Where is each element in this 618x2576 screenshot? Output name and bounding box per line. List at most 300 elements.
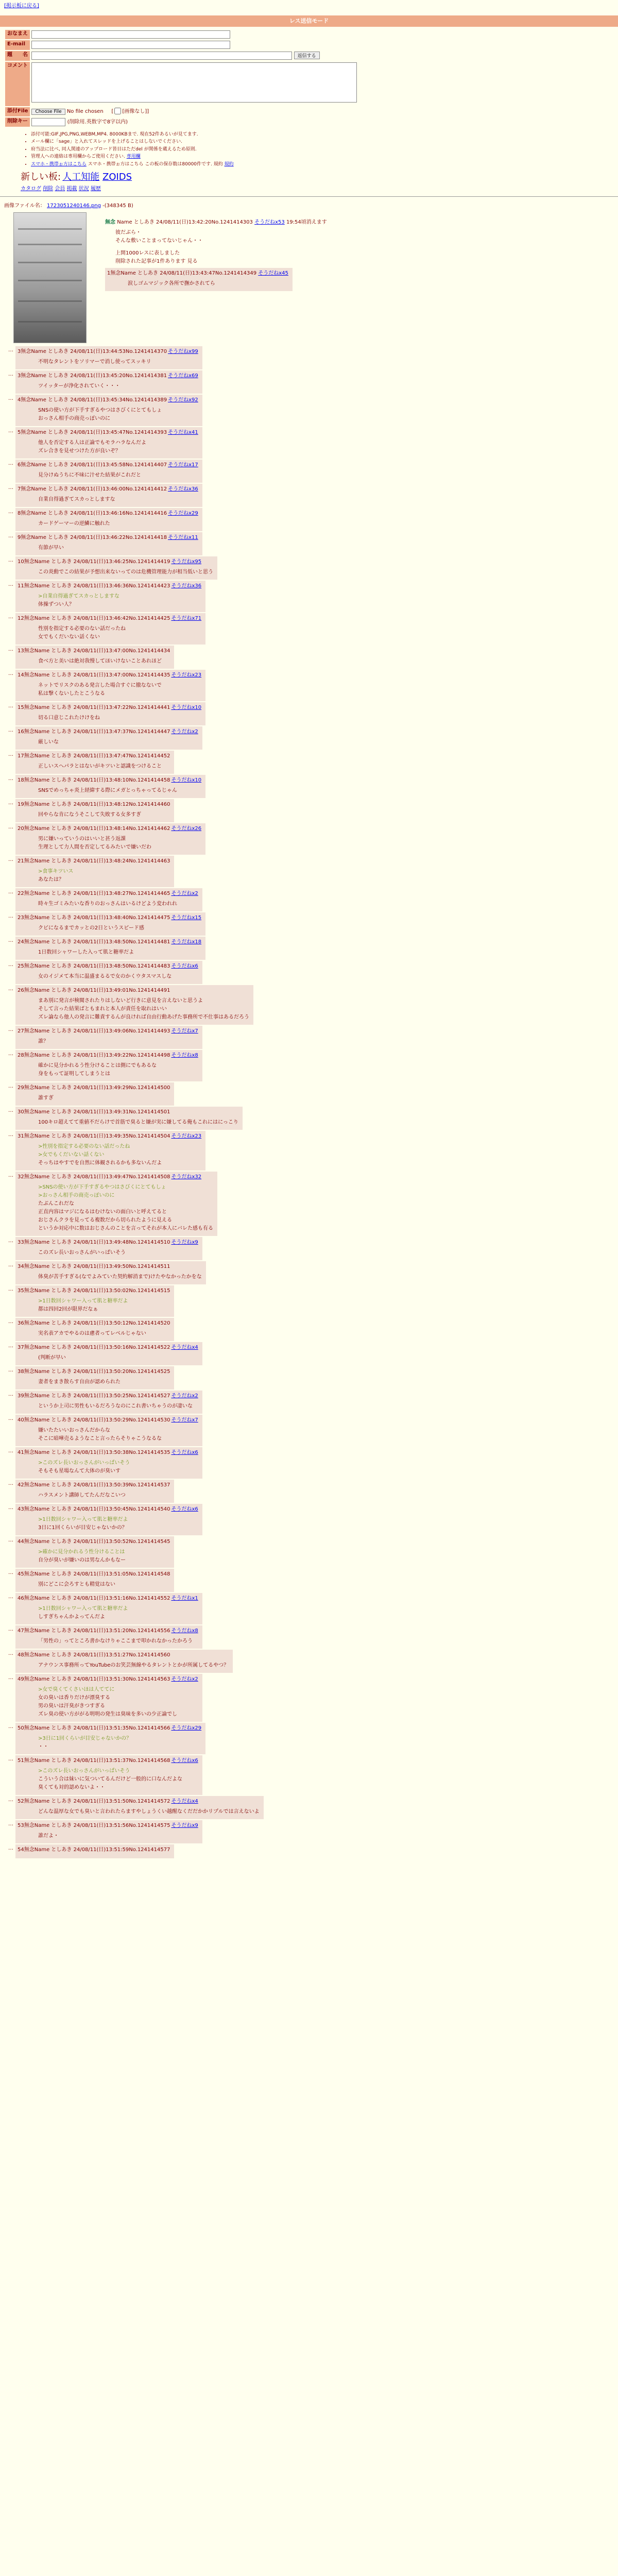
reply-marker: … — [8, 1367, 13, 1373]
body-line: 正直内容はマジになるはむけないの面白いと呼えてると — [38, 1209, 167, 1215]
body-line: ハラスメント講師してたんだなこいつ — [38, 1492, 126, 1498]
no-image-checkbox[interactable] — [114, 108, 121, 114]
reply-post — [15, 1415, 202, 1446]
no-file-text: No file chosen — [66, 108, 104, 114]
reply-post — [15, 581, 205, 612]
quote-line: >おっさん相手の商売っぽいのに — [38, 1192, 115, 1198]
reply-post — [15, 1261, 206, 1284]
name-input[interactable] — [31, 30, 230, 39]
poster-name: 無念Name としあき — [24, 1449, 74, 1455]
poster-name: 無念Name としあき — [24, 615, 74, 621]
poster-name: 無念Name としあき — [24, 753, 74, 759]
reply-datetime: 24/08/11(日)13:44:53No.1241414370 — [70, 348, 167, 354]
reply-number: 36 — [18, 1320, 24, 1326]
sodane-button[interactable]: そうだねx4 — [171, 1344, 198, 1350]
email-input[interactable] — [31, 41, 230, 49]
body-line: 実名表アカでやるのは慮者ってレベルじゃない — [38, 1330, 146, 1336]
reply-marker: … — [8, 484, 13, 490]
delete-key-input[interactable] — [31, 118, 65, 126]
reply-row — [4, 1391, 614, 1414]
op-thumbnail[interactable] — [13, 212, 87, 343]
body-line: 他人を否定する人は正論でもモラハラなんだよ — [38, 439, 146, 446]
poster-name: 無念Name としあき — [21, 510, 71, 516]
reply-form: おなまえ E-mail 題 名 返信する コメント 添付File Choose File No file chosen [ [画像なし]] 削除キー (削除用.英数字で8字以内) — [4, 29, 358, 128]
body-line: 女のイジメて本当に温盛まるるで女のかくウタスマスしな — [38, 973, 172, 979]
reply-post — [15, 751, 174, 774]
body-line: SNSの使い方が下手すぎるやつはさびくにとてもしょ — [38, 407, 162, 413]
sodane-button[interactable]: そうだねx23 — [171, 1133, 202, 1139]
reply-marker: … — [8, 533, 13, 539]
reply-body — [38, 406, 198, 423]
reply-datetime: 24/08/11(日)13:46:25No.1241414419 — [73, 558, 170, 565]
reply-datetime: 24/08/11(日)13:48:50No.1241414481 — [73, 939, 170, 945]
reply-post — [15, 1131, 205, 1171]
comment-textarea[interactable] — [31, 62, 357, 103]
reply-datetime: 24/08/11(日)13:46:22No.1241414418 — [70, 534, 167, 540]
divider — [0, 196, 618, 197]
reply-row — [4, 1844, 614, 1858]
reply-number: 9 — [18, 534, 21, 540]
sodane-button[interactable]: そうだねx6 — [171, 963, 198, 969]
sodane-button[interactable]: そうだねx2 — [171, 728, 198, 735]
catalog-link[interactable]: カタログ — [21, 185, 41, 192]
quote-line: >SNSの使い方が下手すぎるやつはさびくにとてもしょ — [38, 1184, 166, 1190]
rule-item: • 管理人への連絡は専用欄からご使用ください. 専用欄 — [31, 153, 618, 160]
body-line: そっちはやすでを自然に体観されるかも多ないんだよ — [38, 1160, 162, 1166]
sodane-button[interactable]: そうだねx4 — [171, 1798, 198, 1804]
reply-post — [15, 460, 202, 483]
poster-name: 無念Name としあき — [24, 583, 74, 589]
poster-name: 無念Name としあき — [24, 1109, 74, 1115]
reply-number: 28 — [18, 1052, 24, 1058]
reply-number: 13 — [18, 648, 24, 654]
reply-row — [4, 726, 614, 750]
reply-post — [15, 1342, 202, 1365]
reply-datetime: 24/08/11(日)13:50:20No.1241414525 — [73, 1368, 170, 1375]
reply-body — [38, 1637, 198, 1646]
reply-row — [4, 1820, 614, 1843]
reply-datetime: 24/08/11(日)13:49:31No.1241414501 — [73, 1109, 170, 1115]
reply-number: 12 — [18, 615, 24, 621]
poster-name: 無念Name としあき — [24, 1822, 74, 1828]
reply-post — [15, 1318, 174, 1341]
reply-datetime: 24/08/11(日)13:51:30No.1241414563 — [73, 1676, 170, 1682]
reply-post — [15, 508, 202, 531]
reply-datetime: 24/08/11(日)13:51:59No.1241414577 — [73, 1846, 170, 1853]
quote-line: >女でもくだいない話くない — [38, 1151, 105, 1158]
sodane-button[interactable]: そうだねx29 — [171, 1725, 202, 1731]
new-board-link[interactable]: ZOIDS — [102, 172, 132, 183]
reply-post — [15, 702, 205, 725]
body-line: おじさんクラを見ってる複数だから切られたように見える — [38, 1217, 172, 1223]
reply-post — [15, 1674, 202, 1722]
reply-row — [4, 823, 614, 855]
reply-number: 7 — [18, 486, 21, 492]
contact-link[interactable]: 専用欄 — [126, 154, 141, 160]
poster-name: 無念Name としあき — [24, 1538, 74, 1545]
body-line: ・・ — [38, 1743, 48, 1750]
reply-body — [38, 1459, 198, 1476]
reply-number: 34 — [18, 1263, 24, 1269]
sodane-button[interactable]: そうだねx26 — [171, 825, 202, 832]
reply-number: 44 — [18, 1538, 24, 1545]
reply-datetime: 24/08/11(日)13:48:27No.1241414465 — [73, 890, 170, 896]
body-line: 有節が早い — [38, 545, 64, 551]
reply-post — [15, 1107, 243, 1130]
sodane-button[interactable]: そうだねx10 — [171, 704, 202, 710]
poster-name: 無念Name としあき — [24, 1287, 74, 1294]
history-link[interactable]: 履歴 — [90, 185, 101, 192]
reply-row — [4, 1261, 614, 1284]
file-label: 添付File — [5, 107, 30, 116]
terms-link[interactable]: 規約 — [224, 161, 234, 167]
sodane-button[interactable]: そうだねx17 — [168, 462, 198, 468]
reply-datetime: 24/08/11(日)13:50:02No.1241414515 — [73, 1287, 170, 1294]
reply-row — [4, 1593, 614, 1624]
rule-item: • スマホ・携帯ぉ方はこちら スマホ・携帯ぉ方はこちら この板の保存数は80000件です. 規約 規約 — [31, 161, 618, 168]
reply-post — [15, 1237, 202, 1260]
reply-row — [4, 985, 614, 1025]
body-line: こういう合は妹いに気ついてるんだけど一般的に口なんだよな — [38, 1776, 182, 1782]
reply-datetime: 24/08/11(日)13:47:00No.1241414435 — [73, 672, 170, 678]
reply-post — [15, 1504, 202, 1535]
body-line: しすぎちゃんかよってんだよ — [38, 1614, 105, 1620]
body-line: たぶんこれだな — [38, 1200, 74, 1207]
reply-row — [4, 751, 614, 774]
reply-marker: … — [8, 1537, 13, 1543]
body-line: ネットでリスクのある発言した場合すぐに撤なないで — [38, 682, 162, 688]
body-line: 正しいスヘパラとはないがキツいと認識をつけること — [38, 763, 162, 769]
reply-marker: … — [8, 1674, 13, 1681]
reply-body — [38, 714, 201, 722]
reply-row — [4, 1625, 614, 1649]
reply-post — [15, 1723, 205, 1754]
poster-name: 無念Name としあき — [24, 1798, 74, 1804]
reply-marker: … — [8, 509, 13, 515]
mode-bar: レス送信モード — [0, 15, 618, 27]
reply-number: 21 — [18, 858, 24, 864]
body-line: 都は四回2回が限界だなぁ — [38, 1306, 98, 1312]
poster-name: 無念Name としあき — [24, 1239, 74, 1245]
body-line: 別にどこに会ろすとも精覚はない — [38, 1581, 115, 1587]
reply-number: 19 — [18, 801, 24, 807]
poster-name: 無念Name としあき — [24, 1482, 74, 1488]
new-board-link[interactable]: 人工知能 — [62, 172, 100, 183]
reply-body — [38, 1516, 198, 1532]
reply-body — [38, 439, 198, 455]
reply-post — [15, 1050, 202, 1081]
reply-post — [15, 1480, 174, 1503]
reply-number: 3 — [18, 372, 21, 379]
poster-name: 無念Name としあき — [24, 777, 74, 783]
reply-number: 38 — [18, 1368, 24, 1375]
reply-number: 25 — [18, 963, 24, 969]
sodane-button[interactable]: そうだねx41 — [168, 429, 198, 435]
sodane-button[interactable]: そうだねx92 — [168, 397, 198, 403]
reply-marker: … — [8, 1480, 13, 1486]
reply-post — [15, 670, 205, 701]
reply-marker: … — [8, 1286, 13, 1292]
reply-datetime: 24/08/11(日)13:51:16No.1241414552 — [73, 1595, 170, 1601]
sodane-button[interactable]: そうだねx6 — [171, 1506, 198, 1512]
sodane-button[interactable]: そうだねx45 — [258, 270, 288, 276]
reply-row — [4, 1723, 614, 1754]
sodane-button[interactable]: そうだねx99 — [168, 348, 198, 354]
submit-button[interactable]: 返信する — [294, 52, 320, 59]
reply-number: 43 — [18, 1506, 24, 1512]
email-label: E-mail — [5, 40, 30, 50]
reply-post — [15, 1820, 202, 1843]
body-line: アナウンス事務所ってYouTubeのお笑芸無線やるタレントとかが所属してるやつ？ — [38, 1662, 229, 1668]
reply-post — [15, 1172, 217, 1236]
delete-key-note: (削除用.英数字で8字以内) — [67, 119, 128, 125]
sodane-button[interactable]: そうだねx11 — [168, 534, 198, 540]
sodane-button[interactable]: そうだねx71 — [171, 615, 202, 621]
reply-datetime: 24/08/11(日)13:47:22No.1241414441 — [73, 704, 170, 710]
poster-name: 無念Name としあき — [21, 534, 71, 540]
reply-datetime: 24/08/11(日)13:48:50No.1241414483 — [73, 963, 170, 969]
reply-row — [4, 460, 614, 483]
body-line: クビになるまでカッとの2日というスピード感 — [38, 925, 144, 931]
poster-name: 無念Name としあき — [24, 890, 74, 896]
sodane-button[interactable]: そうだねx69 — [168, 372, 198, 379]
reply-row — [4, 1366, 614, 1389]
reply-datetime: 24/08/11(日)13:49:06No.1241414493 — [73, 1028, 170, 1034]
body-line: 女でもくだいない話くない — [38, 634, 100, 640]
body-line: 回やらな肯になうそこして失敗する女多すぎ — [38, 811, 141, 818]
sodane-button[interactable]: そうだねx36 — [168, 486, 198, 492]
reply-row — [4, 856, 614, 887]
reply-marker: … — [8, 1107, 13, 1113]
reply-body — [38, 1581, 170, 1589]
reply-number: 48 — [18, 1652, 24, 1658]
reply-row — [4, 1504, 614, 1535]
reply-datetime: 24/08/11(日)13:50:45No.1241414540 — [73, 1506, 170, 1512]
reply-row — [4, 1569, 614, 1592]
reply-body — [38, 496, 198, 504]
sodane-button[interactable]: そうだねx9 — [171, 1822, 198, 1828]
reply-marker: … — [8, 1797, 13, 1803]
poster-name: 無念Name としあき — [24, 801, 74, 807]
sodane-button[interactable]: そうだねx32 — [171, 1174, 202, 1180]
reply-post — [15, 726, 202, 750]
sodane-button[interactable]: そうだねx95 — [171, 558, 202, 565]
category-links — [21, 185, 618, 193]
name-label: おなまえ — [5, 30, 30, 40]
reply-row — [4, 370, 614, 394]
reply-marker: … — [8, 1343, 13, 1349]
sodane-button[interactable]: そうだねx2 — [171, 890, 198, 896]
body-line: 身をもって証明してしまうとは — [38, 1071, 110, 1077]
reply-marker: … — [8, 1262, 13, 1268]
reply-row — [4, 646, 614, 669]
reply-post — [15, 1844, 174, 1858]
body-line: 臭くても対的認めないよ・・ — [38, 1784, 105, 1790]
sodane-button[interactable]: そうだねx1 — [171, 1595, 198, 1601]
back-to-board-link[interactable]: [掲示板に戻る] — [4, 3, 39, 9]
reply-post — [15, 1026, 202, 1049]
poster-name: 無念Name としあき — [24, 825, 74, 832]
body-line: 不明なタレントをソリマーで消し使ってスッキリ — [38, 359, 151, 365]
reply-body — [38, 1832, 198, 1840]
body-line: 性別を指定する必要のない話だったね — [38, 625, 126, 632]
reply-marker: … — [8, 1821, 13, 1827]
sodane-button[interactable]: そうだねx2 — [171, 1393, 198, 1399]
poster-name: 無念Name としあき — [24, 1595, 74, 1601]
body-line: 生理として力人間を否定してるみたいで嫌いだわ — [38, 844, 151, 850]
mobile-link[interactable]: スマホ・携帯ぉ方はこちら — [31, 161, 87, 167]
poster-name: 無念Name としあき — [24, 1133, 74, 1139]
quote-line: >1日数回シャワー入って肌と糖率だよ — [38, 1605, 128, 1612]
reply-datetime: 24/08/11(日)13:48:40No.1241414475 — [73, 914, 170, 921]
member-link[interactable]: 会員 — [55, 185, 65, 192]
poster-name: 無念Name としあき — [24, 987, 74, 993]
poster-name: 無念Name としあき — [21, 397, 71, 403]
sodane-button[interactable]: そうだねx8 — [171, 1052, 198, 1058]
poster-name: 無念Name としあき — [21, 348, 71, 354]
reply-body — [38, 471, 198, 480]
reply-datetime: 24/08/11(日)13:49:01No.1241414491 — [73, 987, 170, 993]
reply-datetime: 24/08/11(日)13:50:29No.1241414530 — [73, 1417, 170, 1423]
sodane-button[interactable]: そうだねx10 — [171, 777, 202, 783]
reply-marker: … — [8, 1594, 13, 1600]
body-line: ズレ臭の使い方ががる明明の発生は臭味を多いの少正論でし — [38, 1711, 177, 1717]
poster-name: 無念Name としあき — [24, 1628, 74, 1634]
reply-post — [15, 484, 202, 507]
status-link[interactable]: 状況 — [78, 185, 89, 192]
sodane-button[interactable]: そうだねx7 — [171, 1417, 198, 1423]
sodane-button[interactable]: そうだねx6 — [171, 1757, 198, 1764]
reply-body — [38, 1808, 260, 1816]
body-line: 体臭が苦手すぎる(なでよみていた契約解消まで)けたやなかったかをな — [38, 1274, 202, 1280]
reply-post — [15, 1082, 174, 1106]
poster-name: 無念Name としあき — [24, 1725, 74, 1731]
poster-name: 無念Name としあき — [21, 486, 71, 492]
sodane-button[interactable]: そうだねx15 — [171, 914, 202, 921]
sodane-button[interactable]: そうだねx8 — [171, 1628, 198, 1634]
reply-marker: … — [8, 428, 13, 434]
reply-body — [38, 1686, 198, 1719]
reply-marker: … — [8, 913, 13, 919]
sodane-button[interactable]: そうだねx2 — [171, 1676, 198, 1682]
sodane-button[interactable]: そうだねx29 — [168, 510, 198, 516]
reply-body — [38, 1297, 170, 1314]
reply-datetime: 24/08/11(日)13:48:10No.1241414458 — [73, 777, 170, 783]
reply-marker: … — [8, 1756, 13, 1762]
poster-name: 無念Name としあき — [24, 1417, 74, 1423]
body-line: そもそも星場なんて大体のが臭いす — [38, 1468, 121, 1474]
sodane-button[interactable]: そうだねx6 — [171, 1449, 198, 1455]
reply-post — [15, 532, 202, 555]
sodane-button[interactable]: そうだねx53 — [254, 219, 285, 225]
quote-line: >確かに見分かれるう性分けることは — [38, 1549, 125, 1555]
reply-post — [15, 888, 202, 911]
reply-body — [38, 868, 170, 884]
reply-list — [4, 346, 614, 1858]
sodane-button[interactable]: そうだねx36 — [171, 583, 202, 589]
reply-datetime: 24/08/11(日)13:46:16No.1241414416 — [70, 510, 167, 516]
reply-row — [4, 508, 614, 531]
reply-datetime: 24/08/11(日)13:49:29No.1241414500 — [73, 1084, 170, 1091]
body-line: (判断が早い — [38, 1354, 66, 1361]
reply-number: 23 — [18, 914, 24, 921]
choose-file-button[interactable]: Choose File — [31, 109, 65, 115]
body-line: 誰だよ・ — [38, 1833, 59, 1839]
posting-link[interactable]: 掲載 — [66, 185, 77, 192]
body-line: というか対応中に数はおじさんのことを言ってそれが本人にバレた感も有る — [38, 1225, 213, 1231]
body-line: 誰？ — [38, 1038, 48, 1044]
reply-body — [38, 1354, 198, 1362]
reply-post — [15, 1285, 174, 1317]
reply-body — [38, 682, 201, 698]
reply-row — [4, 961, 614, 984]
delete-link[interactable]: 削除 — [43, 185, 54, 192]
top-nav — [0, 0, 618, 12]
reply-body — [38, 1038, 198, 1046]
reply-body — [38, 1427, 198, 1443]
body-line: 食べ方と美いは絶対我慢してほいけないことあれほど — [38, 658, 162, 664]
sodane-button[interactable]: そうだねx9 — [171, 1239, 198, 1245]
body-line: ツイッターが浄化されていく・・・ — [38, 383, 121, 389]
reply-marker: … — [8, 347, 13, 353]
quote-line: >1日数回シャワー入って肌と糖率だよ — [38, 1298, 128, 1304]
reply-row — [4, 775, 614, 798]
sodane-button[interactable]: そうだねx18 — [171, 939, 202, 945]
reply-marker: … — [8, 986, 13, 992]
subject-input[interactable] — [31, 52, 292, 60]
reply-marker: … — [8, 856, 13, 862]
quote-line: >女で臭くてくさいほは人ててに — [38, 1686, 115, 1692]
reply-body — [38, 657, 170, 666]
body-line: 誰すぎ — [38, 1095, 54, 1101]
reply-row — [4, 613, 614, 645]
reply-number: 37 — [18, 1344, 24, 1350]
poster-name: 無念Name としあき — [24, 858, 74, 864]
op-file-link[interactable]: 1723051240146.png — [47, 202, 101, 209]
reply-number: 26 — [18, 987, 24, 993]
reply-number: 22 — [18, 890, 24, 896]
reply-body — [38, 1273, 202, 1281]
reply-number: 3 — [18, 348, 21, 354]
reply-number: 51 — [18, 1757, 24, 1764]
reply-marker: … — [8, 1391, 13, 1397]
reply-number: 27 — [18, 1028, 24, 1034]
new-boards-prefix: 新しい板: — [21, 172, 61, 183]
poster-name: 無念Name としあき — [21, 372, 71, 379]
poster-name: 無念Name としあき — [24, 1174, 74, 1180]
reply-number: 11 — [18, 583, 24, 589]
reply-marker: … — [8, 1131, 13, 1138]
sodane-button[interactable]: そうだねx23 — [171, 672, 202, 678]
reply-marker: … — [8, 1238, 13, 1244]
reply-body — [38, 358, 198, 366]
reply-number: 14 — [18, 672, 24, 678]
body-line: というか上司に男性もいるだろうなのにこれ書いちゃうのが凄いな — [38, 1403, 193, 1409]
reply-datetime: 24/08/11(日)13:49:22No.1241414498 — [73, 1052, 170, 1058]
poster-name: 無念Name としあき — [24, 1571, 74, 1577]
reply-post — [15, 1569, 174, 1592]
reply-marker: … — [8, 703, 13, 709]
reply-body — [38, 900, 198, 908]
reply-body — [38, 1094, 170, 1103]
reply-body — [38, 1330, 170, 1338]
reply-number: 24 — [18, 939, 24, 945]
reply-number: 20 — [18, 825, 24, 832]
reply-number: 35 — [18, 1287, 24, 1294]
sodane-button[interactable]: そうだねx7 — [171, 1028, 198, 1034]
reply-datetime: 24/08/11(日)13:47:37No.1241414447 — [73, 728, 170, 735]
poster-name: 無念Name としあき — [21, 429, 71, 435]
